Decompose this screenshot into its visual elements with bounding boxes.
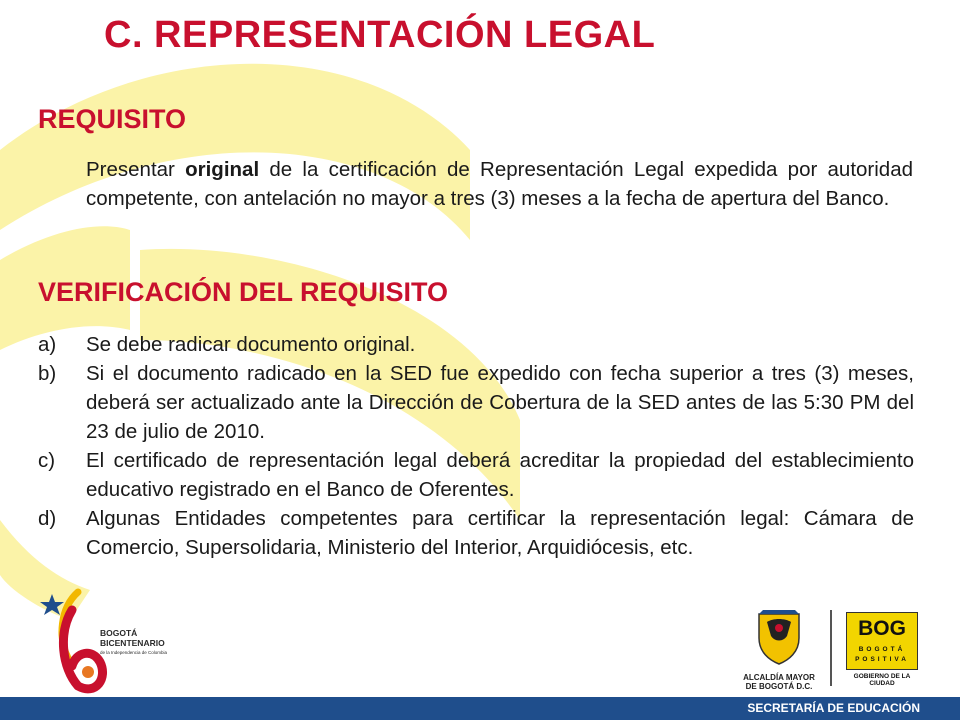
requisito-text-start: Presentar — [86, 158, 186, 181]
requisito-text-bold: original — [185, 158, 260, 181]
bog-word: BOG — [858, 617, 906, 640]
bog-line2: POSITIVA — [855, 656, 909, 663]
list-item-text: El certificado de representación legal deberá acreditar la propiedad del establecimiento educativo registrado en el Banco de Oferentes. — [86, 449, 914, 501]
logo-divider — [830, 610, 832, 686]
verificacion-heading: VERIFICACIÓN DEL REQUISITO — [38, 277, 449, 307]
list-item — [38, 359, 914, 446]
list-marker: c) — [38, 449, 56, 472]
footer-bar — [0, 697, 960, 720]
alcaldia-line1: ALCALDÍA MAYOR — [743, 673, 815, 682]
requisito-text-end: de la certificación de Representación Legal expedida por autoridad competente, con antelación no mayor a tres (3) meses a la fecha de apertura del Banco. — [86, 158, 913, 210]
bicentenario-line1: BOGOTÁ — [100, 628, 138, 638]
list-marker: b) — [38, 362, 57, 385]
list-item — [38, 504, 914, 562]
list-item-text: Se debe radicar documento original. — [86, 333, 416, 356]
list-marker: d) — [38, 507, 57, 530]
list-item — [38, 446, 914, 504]
list-item-text: Si el documento radicado en la SED fue expedido con fecha superior a tres (3) meses, deberá ser actualizado ante la Dirección de Cobertura de la SED antes de las 5:30 PM del 23 de julio de 2010. — [86, 362, 914, 443]
bicentenario-line2: BICENTENARIO — [100, 638, 165, 648]
verificacion-list — [38, 330, 914, 562]
page-title: C. REPRESENTACIÓN LEGAL — [104, 14, 656, 56]
footer-text: SECRETARÍA DE EDUCACIÓN — [747, 701, 920, 715]
alcaldia-logo — [736, 608, 822, 690]
requisito-heading: REQUISITO — [38, 104, 187, 134]
requisito-paragraph — [86, 155, 913, 213]
coat-of-arms-icon — [751, 608, 807, 666]
bicentenario-line3: de la Independencia de Colombia — [100, 650, 168, 655]
alcaldia-line2: DE BOGOTÁ D.C. — [745, 682, 813, 691]
star-icon — [40, 594, 64, 615]
bog-line1: BOGOTÁ — [858, 646, 906, 653]
bog-gobierno: GOBIERNO DE LA CIUDAD — [853, 673, 911, 687]
list-marker: a) — [38, 333, 57, 356]
list-item-text: Algunas Entidades competentes para certificar la representación legal: Cámara de Comercio, Supersolidaria, Ministerio del Interior, Arquidiócesis, etc. — [86, 507, 914, 559]
bicentenario-text — [100, 628, 167, 658]
bogota-positiva-logo — [846, 612, 918, 687]
list-item — [38, 330, 914, 359]
